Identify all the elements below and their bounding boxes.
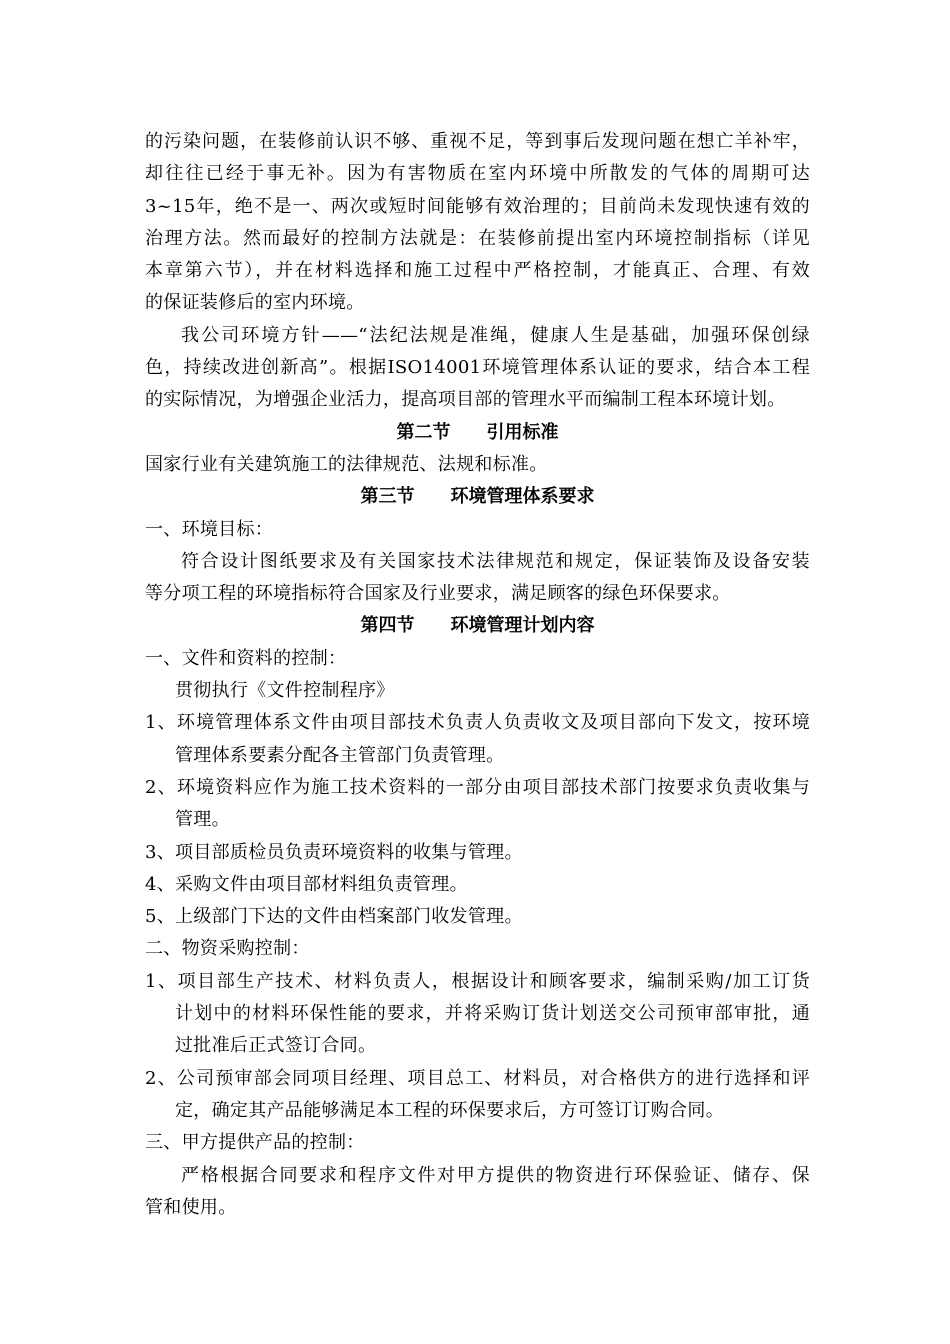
text-line: 贯彻执行《文件控制程序》 [175,680,395,702]
list-title: 二、物资采购控制： [145,938,310,960]
text-line: 本章第六节），并在材料选择和施工过程中严格控制，才能真正、合理、有效 [145,260,810,282]
list-item: 1、环境管理体系文件由项目部技术负责人负责收文及项目部向下发文，按环境 [145,712,810,734]
list-item: 4、采购文件由项目部材料组负责管理。 [145,873,468,895]
list-item-continuation: 计划中的材料环保性能的要求，并将采购订货计划送交公司预审部审批，通 [175,1003,810,1025]
text-line: 3~15年，绝不是一、两次或短时间能够有效治理的；目前尚未发现快速有效的 [145,195,810,217]
text-line: 我公司环境方针——“法纪法规是准绳，健康人生是基础，加强环保创绿 [181,324,810,346]
list-title: 一、环境目标： [145,518,274,540]
section-heading-4: 第四节 环境管理计划内容 [360,615,595,637]
text-line: 国家行业有关建筑施工的法律规范、法规和标准。 [145,453,548,475]
section-heading-2: 第二节 引用标准 [396,421,559,443]
list-item: 3、项目部质检员负责环境资料的收集与管理。 [145,841,523,863]
list-item: 2、环境资料应作为施工技术资料的一部分由项目部技术部门按要求负责收集与 [145,776,810,798]
list-title: 一、文件和资料的控制： [145,647,347,669]
text-line: 等分项工程的环境指标符合国家及行业要求，满足顾客的绿色环保要求。 [145,583,731,605]
list-title: 三、甲方提供产品的控制： [145,1132,365,1154]
document-page [145,126,810,1224]
text-line: 严格根据合同要求和程序文件对甲方提供的物资进行环保验证、储存、保 [181,1164,810,1186]
text-line: 治理方法。然而最好的控制方法就是：在装修前提出室内环境控制指标（详见 [145,227,810,249]
list-item-continuation: 管理。 [175,809,230,831]
list-item: 2、公司预审部会同项目经理、项目总工、材料员，对合格供方的进行选择和评 [145,1067,810,1089]
text-line: 却往往已经于事无补。因为有害物质在室内环境中所散发的气体的周期可达 [145,163,810,185]
text-line: 的保证装修后的室内环境。 [145,292,365,314]
text-line: 管和使用。 [145,1196,237,1218]
list-item: 1、项目部生产技术、材料负责人，根据设计和顾客要求，编制采购/加工订货 [145,970,810,992]
text-line: 的污染问题，在装修前认识不够、重视不足，等到事后发现问题在想亡羊补牢， [145,131,810,152]
paragraph-policy [145,320,810,417]
list-item-continuation: 过批准后正式签订合同。 [175,1035,377,1057]
text-line: 色，持续改进创新高”。根据ISO14001环境管理体系认证的要求，结合本工程 [145,357,810,379]
text-line: 符合设计图纸要求及有关国家技术法律规范和规定，保证装饰及设备安装 [181,550,810,572]
list-item: 5、上级部门下达的文件由档案部门收发管理。 [145,906,523,928]
text-line: 的实际情况，为增强企业活力，提高项目部的管理水平而编制工程本环境计划。 [145,389,786,411]
section-heading-3: 第三节 环境管理体系要求 [360,486,595,508]
paragraph-pollution [145,126,810,320]
list-item-continuation: 管理体系要素分配各主管部门负责管理。 [175,744,505,766]
list-item-continuation: 定，确定其产品能够满足本工程的环保要求后，方可签订订购合同。 [175,1099,724,1121]
